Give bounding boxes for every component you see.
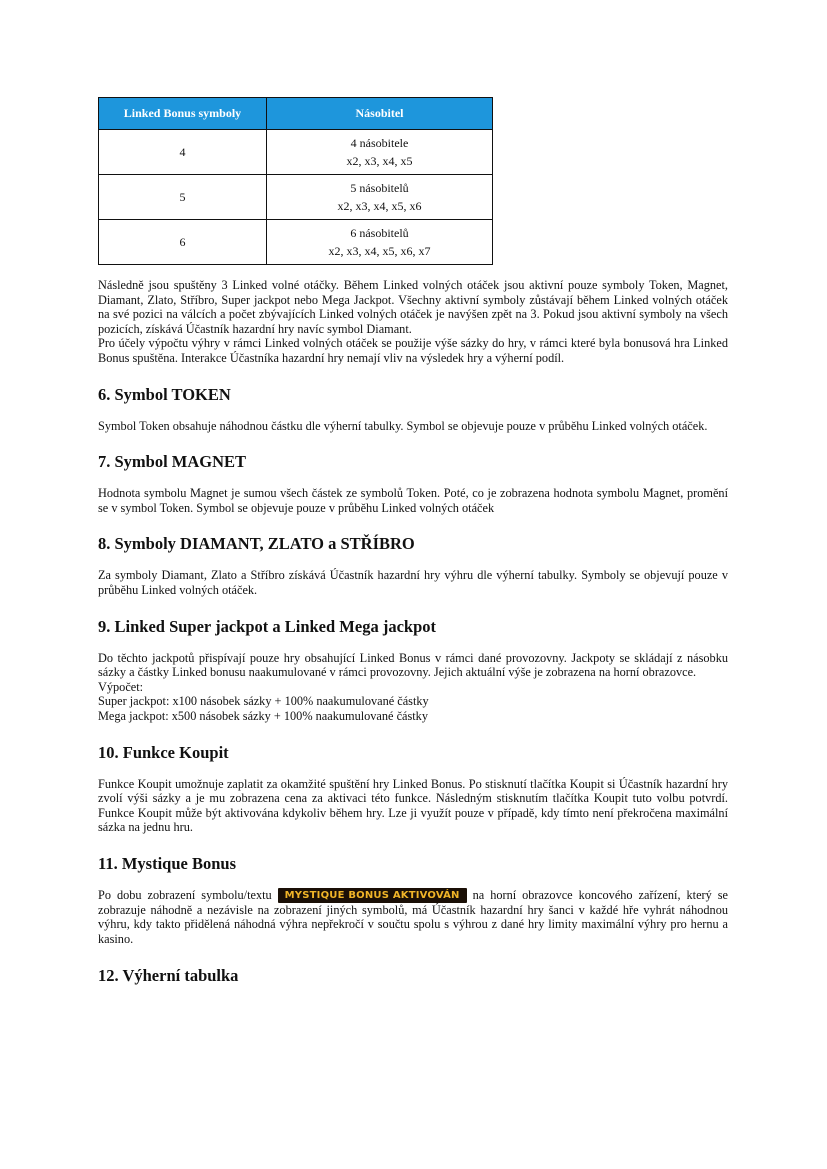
section-text: Funkce Koupit umožnuje zaplatit za okamžité spuštění hry Linked Bonus. Po stisknutí tlačítka Koupit si Účastník hazardní hry zvolí výši sázky a je mu zobrazena cena za aktivaci této funkce. Následným stisknutím tlačítka Koupit tuto volbu potvrdí. Funkce Koupit může být aktivována kdykoliv během hry. Lze ji využít pouze v případě, kdy tímto není překročena maximální sázka na jednu hru. xyxy=(98,776,728,835)
text-before-badge: Po dobu zobrazení symbolu/textu xyxy=(98,887,272,902)
section-magnet xyxy=(98,452,728,515)
cell-multiplier xyxy=(267,220,493,265)
intro-paragraph-2: Pro účely výpočtu výhry v rámci Linked volných otáček se použije výše sázky do hry, v rámci které byla bonusová hra Linked Bonus spuštěna. Interakce Účastníka hazardní hry nemají vliv na výsledek hry a výherní podíl. xyxy=(98,336,728,365)
multiplier-table xyxy=(98,97,493,265)
table-row xyxy=(99,130,493,175)
calc-label: Výpočet: xyxy=(98,679,144,694)
multiplier-count: 6 násobitelů xyxy=(350,226,409,240)
section-token xyxy=(98,385,728,434)
multiplier-values: x2, x3, x4, x5, x6, x7 xyxy=(328,244,431,258)
multiplier-values: x2, x3, x4, x5 xyxy=(346,154,413,168)
section-jackpots xyxy=(98,617,728,724)
section-text xyxy=(98,888,728,947)
cell-multiplier xyxy=(267,175,493,220)
section-text: Symbol Token obsahuje náhodnou částku dle výherní tabulky. Symbol se objevuje pouze v průběhu Linked volných otáček. xyxy=(98,418,708,433)
section-diamant-zlato-stribro xyxy=(98,534,728,597)
cell-symbols: 5 xyxy=(99,175,267,220)
table-header-row xyxy=(99,98,493,130)
intro-paragraph-1: Následně jsou spuštěny 3 Linked volné otáčky. Během Linked volných otáček jsou aktivní pouze symboly Token, Magnet, Diamant, Zlato, Stříbro, Super jackpot nebo Mega Jackpot. Všechny aktivní symboly zůstávají během Linked volných otáček na své pozici na válcích a počet zbývajících Linked volných otáček je navýšen zpět na 3. Pokud jsou aktivní symboly na všech pozicích, získává Účastník hazardní hry navíc symbol Diamant. xyxy=(98,278,728,336)
section-heading: 8. Symboly DIAMANT, ZLATO a STŘÍBRO xyxy=(98,534,415,554)
section-heading: 7. Symbol MAGNET xyxy=(98,452,247,472)
table-row xyxy=(99,220,493,265)
mystique-bonus-badge: MYSTIQUE BONUS AKTIVOVÁN xyxy=(278,888,467,903)
cell-symbols: 4 xyxy=(99,130,267,175)
table-row xyxy=(99,175,493,220)
document-page xyxy=(98,97,728,986)
multiplier-count: 4 násobitele xyxy=(350,136,409,150)
section-heading: 9. Linked Super jackpot a Linked Mega jackpot xyxy=(98,616,436,636)
cell-multiplier xyxy=(267,130,493,175)
mega-jackpot-formula: Mega jackpot: x500 násobek sázky + 100% naakumulované částky xyxy=(98,708,428,723)
section-text: Hodnota symbolu Magnet je sumou všech částek ze symbolů Token. Poté, co je zobrazena hodnota symbolu Magnet, promění se v symbol Token. Symbol se objevuje pouze v průběhu Linked volných otáček xyxy=(98,486,728,515)
cell-symbols: 6 xyxy=(99,220,267,265)
section-heading: 11. Mystique Bonus xyxy=(98,853,236,873)
super-jackpot-formula: Super jackpot: x100 násobek sázky + 100% naakumulované částky xyxy=(98,694,429,709)
section-heading: 6. Symbol TOKEN xyxy=(98,384,231,404)
multiplier-count: 5 násobitelů xyxy=(350,181,409,195)
section-text: Do těchto jackpotů přispívají pouze hry obsahující Linked Bonus v rámci dané provozovny. Jackpoty se skládají z násobku sázky a částky Linked bonusu naakumulované v rámci provozovny. Jejich aktuální výše je zobrazena na horní obrazovce. xyxy=(98,650,728,680)
section-payout-table xyxy=(98,966,728,986)
section-text: Za symboly Diamant, Zlato a Stříbro získává Účastník hazardní hry výhru dle výherní tabulky. Symboly se objevují pouze v průběhu Linked volných otáček. xyxy=(98,568,728,597)
section-heading: 10. Funkce Koupit xyxy=(98,742,229,762)
text-after-badge: na horní obrazovce koncového zařízení, který se zobrazuje náhodně a nezávisle na zobrazení jiných symbolů, má Účastník hazardní hry šanci v každé hře vyhrát náhodnou výhru, kdy takto přidělená náhodná výhra nepřekročí v součtu spolu s výhrou z dané hry limity maximální výhry pro hernu a kasino. xyxy=(98,887,728,947)
multiplier-values: x2, x3, x4, x5, x6 xyxy=(337,199,422,213)
section-koupit xyxy=(98,743,728,835)
section-mystique-bonus xyxy=(98,854,728,947)
section-heading: 12. Výherní tabulka xyxy=(98,965,239,985)
header-multiplier: Násobitel xyxy=(267,98,493,130)
header-symbols: Linked Bonus symboly xyxy=(99,98,267,130)
